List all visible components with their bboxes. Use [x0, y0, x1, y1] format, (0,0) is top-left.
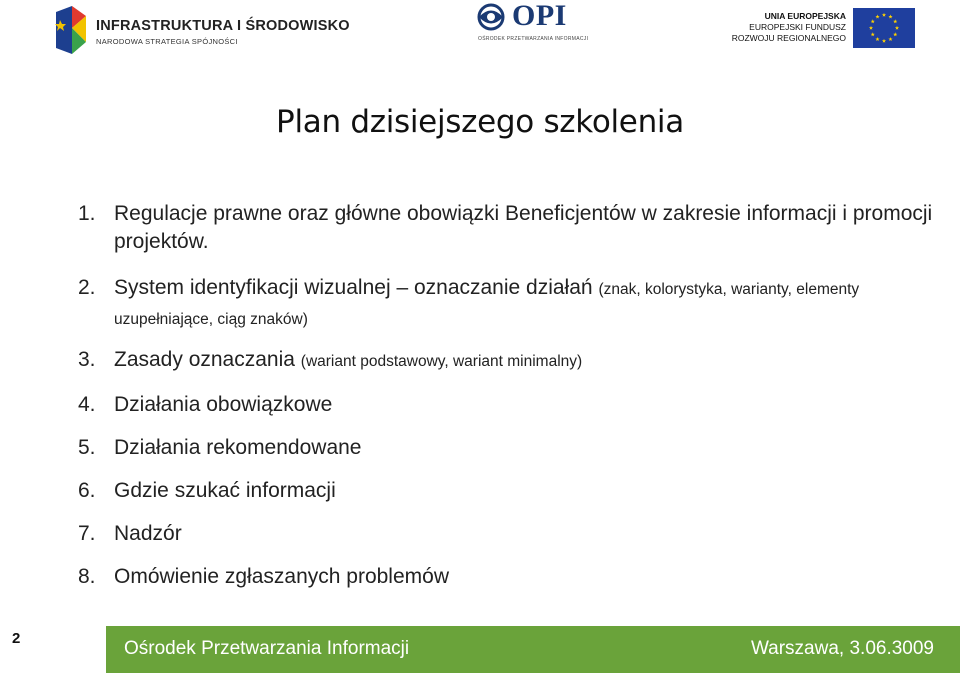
eu-logo-line1: UNIA EUROPEJSKA [764, 11, 846, 21]
agenda-item-3 [78, 346, 938, 376]
agenda-item-7 [78, 520, 938, 548]
agenda-item-text: Działania rekomendowane [114, 436, 362, 459]
agenda-item-detail: (znak, kolorystyka, warianty, elementy uzupełniające, ciąg znaków) [114, 281, 860, 328]
agenda-item-5 [78, 434, 938, 462]
agenda-list [78, 200, 938, 591]
agenda-item-text: Regulacje prawne oraz główne obowiązki Beneficjentów w zakresie informacji i promocji projektów. [114, 202, 933, 253]
eu-logo-texts [732, 11, 846, 44]
infrastruktura-srodowisko-logo [52, 6, 350, 54]
agenda-item-detail: (wariant podstawowy, wariant minimalny) [300, 353, 583, 370]
agenda-item-6 [78, 477, 938, 505]
agenda-item-number: 8. [78, 565, 96, 588]
footer-bar [106, 626, 960, 673]
agenda-item-text: Omówienie zgłaszanych problemów [114, 565, 449, 588]
page-number-box [0, 626, 106, 673]
opi-logo [474, 2, 594, 46]
agenda-item-text: System identyfikacji wizualnej – oznaczanie działań [114, 276, 593, 299]
agenda-item-number: 7. [78, 522, 96, 545]
agenda-item-text: Zasady oznaczania [114, 348, 295, 371]
slide-footer [0, 626, 960, 673]
eu-flag-icon [853, 8, 915, 48]
agenda-item-text: Nadzór [114, 522, 182, 545]
nss-logo-icon [52, 6, 88, 54]
agenda-item-text: Działania obowiązkowe [114, 393, 333, 416]
agenda-item-2 [78, 274, 938, 334]
agenda-item-1 [78, 200, 938, 256]
agenda-item-text: Gdzie szukać informacji [114, 479, 336, 502]
is-logo-line1: INFRASTRUKTURA I ŚRODOWISKO [96, 18, 350, 34]
agenda-item-4 [78, 391, 938, 419]
opi-logo-subtitle: OŚRODEK PRZETWARZANIA INFORMACJI [478, 36, 589, 42]
agenda-item-8 [78, 563, 938, 591]
eu-logo [730, 8, 920, 52]
agenda-item-number: 2. [78, 276, 96, 299]
agenda-item-number: 5. [78, 436, 96, 459]
slide-title: Plan dzisiejszego szkolenia [276, 104, 684, 140]
page-number: 2 [12, 630, 21, 647]
eu-logo-line2: EUROPEJSKI FUNDUSZ [749, 22, 846, 32]
footer-organization: Ośrodek Przetwarzania Informacji [124, 638, 410, 659]
agenda-item-number: 3. [78, 348, 96, 371]
agenda-item-number: 1. [78, 202, 96, 225]
opi-logo-name: OPI [512, 0, 567, 32]
opi-emblem-icon [474, 2, 508, 32]
footer-place-date: Warszawa, 3.06.3009 [750, 638, 934, 659]
eu-logo-line3: ROZWOJU REGIONALNEGO [731, 33, 846, 43]
agenda-item-number: 4. [78, 393, 96, 416]
agenda-item-number: 6. [78, 479, 96, 502]
is-logo-line2: NARODOWA STRATEGIA SPÓJNOŚCI [96, 37, 238, 46]
